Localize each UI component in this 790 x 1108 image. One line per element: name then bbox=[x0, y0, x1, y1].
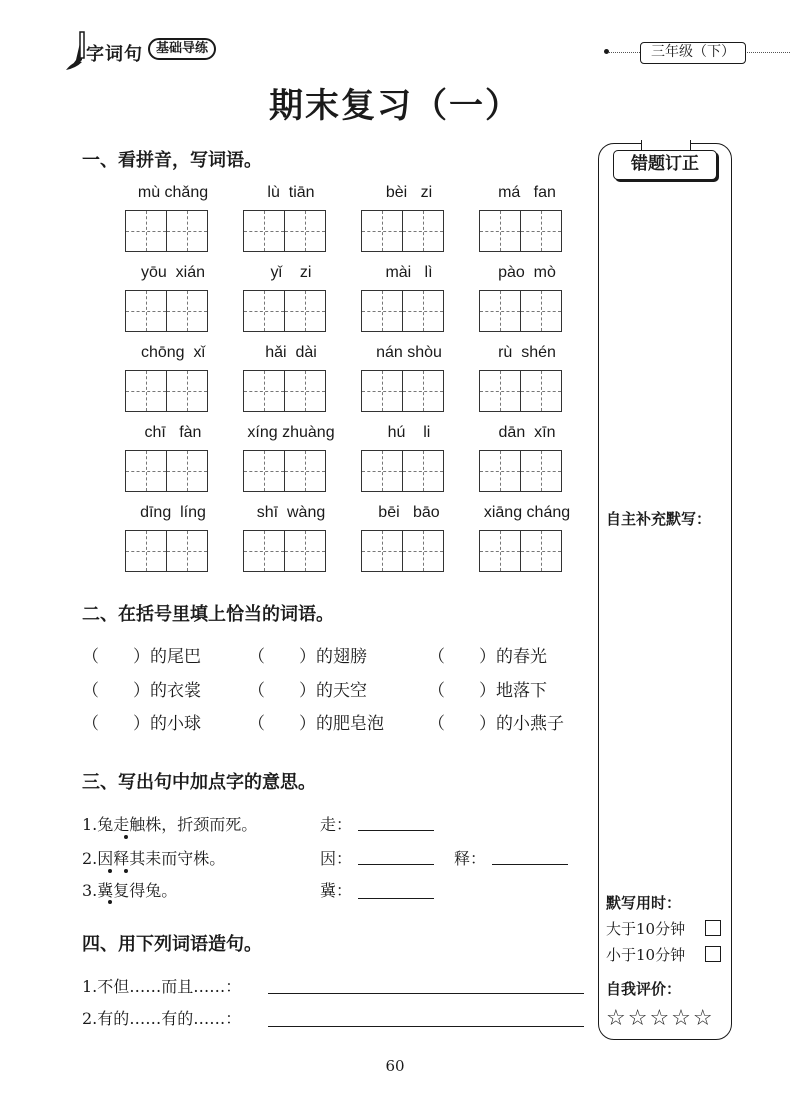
writing-box[interactable] bbox=[125, 450, 167, 492]
pinyin-label: rù shén bbox=[498, 344, 556, 361]
sentence-line-2[interactable] bbox=[268, 1026, 584, 1027]
pinyin-label: xíng zhuàng bbox=[247, 424, 335, 441]
logo-badge: 基础导练 bbox=[148, 38, 216, 60]
section2-heading: 二、在括号里填上恰当的词语。 bbox=[82, 604, 334, 625]
writing-box[interactable] bbox=[284, 210, 326, 252]
writing-box[interactable] bbox=[284, 290, 326, 332]
writing-box[interactable] bbox=[479, 450, 521, 492]
writing-box[interactable] bbox=[243, 450, 285, 492]
panel-tab bbox=[641, 140, 691, 150]
supplement-label: 自主补充默写： bbox=[606, 510, 712, 528]
checkbox-less-than-10[interactable] bbox=[705, 946, 721, 962]
pinyin-label: dīng líng bbox=[140, 504, 206, 521]
emphasis-dot bbox=[124, 835, 128, 839]
pinyin-label: mù chǎng bbox=[137, 184, 209, 201]
pinyin-label: dān xīn bbox=[498, 424, 556, 441]
writing-box[interactable] bbox=[479, 210, 521, 252]
fill-in-item[interactable]: （ ）的尾巴 bbox=[82, 647, 201, 667]
writing-box[interactable] bbox=[479, 530, 521, 572]
logo-text: 字词句 bbox=[86, 44, 143, 65]
writing-box[interactable] bbox=[284, 450, 326, 492]
emphasis-dot bbox=[108, 900, 112, 904]
section1-heading: 一、看拼音，写词语。 bbox=[82, 150, 262, 171]
writing-box[interactable] bbox=[361, 290, 403, 332]
sentence-1: 1.兔走触株，折颈而死。 bbox=[82, 815, 258, 834]
writing-box[interactable] bbox=[361, 450, 403, 492]
grade-badge: 三年级（下） bbox=[640, 42, 746, 64]
writing-box[interactable] bbox=[520, 210, 562, 252]
writing-box[interactable] bbox=[402, 370, 444, 412]
writing-box[interactable] bbox=[166, 290, 208, 332]
fill-in-item[interactable]: （ ）的天空 bbox=[248, 681, 367, 701]
writing-box[interactable] bbox=[166, 370, 208, 412]
pinyin-label: chōng xǐ bbox=[140, 344, 206, 361]
writing-box[interactable] bbox=[166, 450, 208, 492]
writing-box[interactable] bbox=[125, 290, 167, 332]
writing-box[interactable] bbox=[402, 210, 444, 252]
time-label: 默写用时： bbox=[606, 894, 682, 912]
pinyin-label: mài lì bbox=[385, 264, 433, 281]
fill-in-item[interactable]: （ ）的肥皂泡 bbox=[248, 714, 384, 734]
pinyin-label: chī fàn bbox=[144, 424, 202, 441]
writing-box[interactable] bbox=[166, 530, 208, 572]
pinyin-label: bēi bāo bbox=[378, 504, 440, 521]
label-shi: 释： bbox=[454, 849, 487, 868]
writing-box[interactable] bbox=[243, 530, 285, 572]
writing-box[interactable] bbox=[125, 210, 167, 252]
section3-heading: 三、写出句中加点字的意思。 bbox=[82, 772, 316, 793]
writing-box[interactable] bbox=[125, 370, 167, 412]
sentence-prompt-2: 2.有的……有的……： bbox=[82, 1009, 242, 1028]
writing-box[interactable] bbox=[402, 530, 444, 572]
pinyin-label: hú li bbox=[387, 424, 431, 441]
answer-line-shi[interactable] bbox=[492, 864, 568, 865]
option-more-than-10: 大于10分钟 bbox=[606, 920, 686, 938]
writing-box[interactable] bbox=[479, 290, 521, 332]
writing-box[interactable] bbox=[520, 370, 562, 412]
writing-box[interactable] bbox=[520, 530, 562, 572]
header-dot bbox=[604, 49, 609, 54]
fill-in-item[interactable]: （ ）的小球 bbox=[82, 714, 201, 734]
pinyin-label: pào mò bbox=[498, 264, 556, 281]
writing-box[interactable] bbox=[284, 370, 326, 412]
writing-box[interactable] bbox=[243, 290, 285, 332]
writing-box[interactable] bbox=[479, 370, 521, 412]
fill-in-item[interactable]: （ ）的衣裳 bbox=[82, 681, 201, 701]
label-zou: 走： bbox=[320, 815, 353, 834]
writing-box[interactable] bbox=[243, 370, 285, 412]
fill-in-item[interactable]: （ ）的小燕子 bbox=[428, 714, 564, 734]
label-ji: 冀： bbox=[320, 881, 353, 900]
emphasis-dot bbox=[108, 869, 112, 873]
sentence-2: 2.因释其耒而守株。 bbox=[82, 849, 226, 868]
writing-box[interactable] bbox=[361, 370, 403, 412]
option-less-than-10: 小于10分钟 bbox=[606, 946, 686, 964]
pinyin-label: hǎi dài bbox=[265, 344, 317, 361]
pinyin-label: yǐ zi bbox=[270, 264, 312, 281]
answer-line-ji[interactable] bbox=[358, 898, 434, 899]
label-yin: 因： bbox=[320, 849, 353, 868]
pinyin-label: má fan bbox=[498, 184, 556, 201]
writing-box[interactable] bbox=[402, 450, 444, 492]
fill-in-item[interactable]: （ ）的春光 bbox=[428, 647, 547, 667]
writing-box[interactable] bbox=[284, 530, 326, 572]
checkbox-more-than-10[interactable] bbox=[705, 920, 721, 936]
page-number: 60 bbox=[385, 1057, 405, 1075]
rating-stars[interactable]: ☆☆☆☆☆ bbox=[606, 1006, 715, 1031]
writing-box[interactable] bbox=[361, 210, 403, 252]
page-title: 期末复习（一） bbox=[269, 86, 521, 126]
fill-in-item[interactable]: （ ）地落下 bbox=[428, 681, 547, 701]
pinyin-label: bèi zi bbox=[385, 184, 433, 201]
writing-box[interactable] bbox=[402, 290, 444, 332]
writing-box[interactable] bbox=[520, 290, 562, 332]
pinyin-label: shī wàng bbox=[256, 504, 326, 521]
sentence-prompt-1: 1.不但……而且……： bbox=[82, 977, 242, 996]
writing-box[interactable] bbox=[125, 530, 167, 572]
fill-in-item[interactable]: （ ）的翅膀 bbox=[248, 647, 367, 667]
pinyin-label: yōu xián bbox=[140, 264, 206, 281]
answer-line-yin[interactable] bbox=[358, 864, 434, 865]
panel-title: 错题订正 bbox=[613, 150, 717, 180]
writing-box[interactable] bbox=[166, 210, 208, 252]
pinyin-label: nán shòu bbox=[376, 344, 442, 361]
sentence-3: 3.冀复得兔。 bbox=[82, 881, 178, 900]
writing-box[interactable] bbox=[243, 210, 285, 252]
section4-heading: 四、用下列词语造句。 bbox=[82, 934, 262, 955]
answer-line-zou[interactable] bbox=[358, 830, 434, 831]
pinyin-label: xiāng cháng bbox=[483, 504, 571, 521]
self-eval-label: 自我评价： bbox=[606, 980, 682, 998]
pinyin-label: lù tiān bbox=[267, 184, 315, 201]
writing-box[interactable] bbox=[361, 530, 403, 572]
emphasis-dot bbox=[124, 869, 128, 873]
writing-box[interactable] bbox=[520, 450, 562, 492]
sentence-line-1[interactable] bbox=[268, 993, 584, 994]
